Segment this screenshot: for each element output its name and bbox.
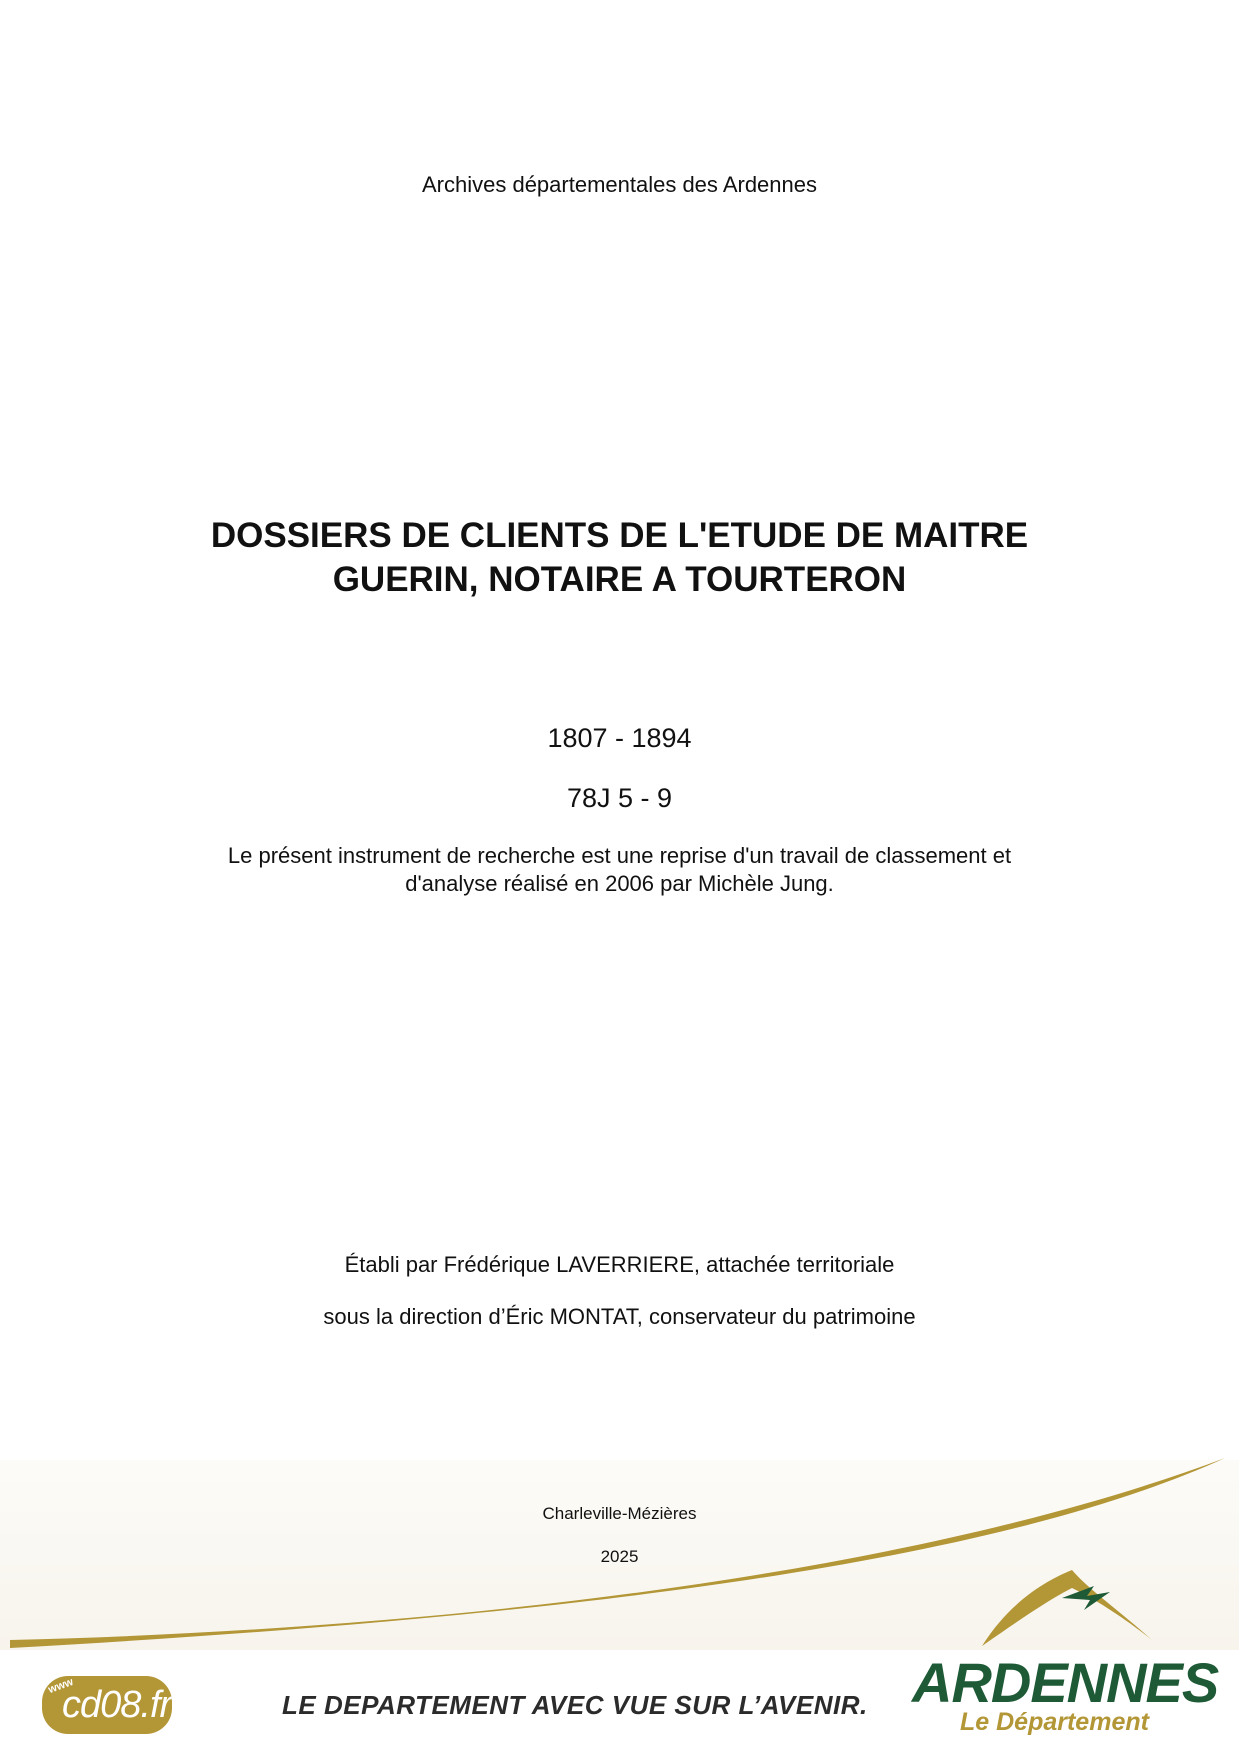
publication-year: 2025 (600, 1547, 639, 1566)
cd08-logo-www: www (46, 1676, 75, 1697)
archive-reference: 78J 5 - 9 (566, 783, 673, 813)
ardennes-department-logo (912, 1558, 1224, 1748)
title-line-2: GUERIN, NOTAIRE A TOURTERON (332, 560, 907, 599)
document-title (0, 514, 1239, 602)
author-credit: Établi par Frédérique LAVERRIERE, attachée territoriale (344, 1252, 895, 1277)
note-line-1: Le présent instrument de recherche est une reprise d'un travail de classement et (227, 843, 1012, 868)
mountain-bird-icon (912, 1558, 1224, 1658)
ardennes-logo-subtitle: Le Département (960, 1708, 1149, 1736)
provenance-note (0, 842, 1239, 898)
direction-credit: sous la direction d’Éric MONTAT, conservateur du patrimoine (323, 1304, 916, 1329)
cd08-logo-text: cd08.fr (62, 1684, 172, 1726)
title-line-1: DOSSIERS DE CLIENTS DE L'ETUDE DE MAITRE (210, 516, 1029, 555)
note-line-2: d'analyse réalisé en 2006 par Michèle Jung. (405, 871, 834, 896)
ardennes-logo-text: ARDENNES (912, 1651, 1219, 1714)
department-slogan: LE DEPARTEMENT AVEC VUE SUR L’AVENIR. (282, 1690, 868, 1720)
date-range: 1807 - 1894 (547, 723, 692, 753)
institution-name: Archives départementales des Ardennes (421, 172, 817, 197)
publication-place: Charleville-Mézières (542, 1504, 697, 1523)
cd08-logo (42, 1676, 172, 1734)
